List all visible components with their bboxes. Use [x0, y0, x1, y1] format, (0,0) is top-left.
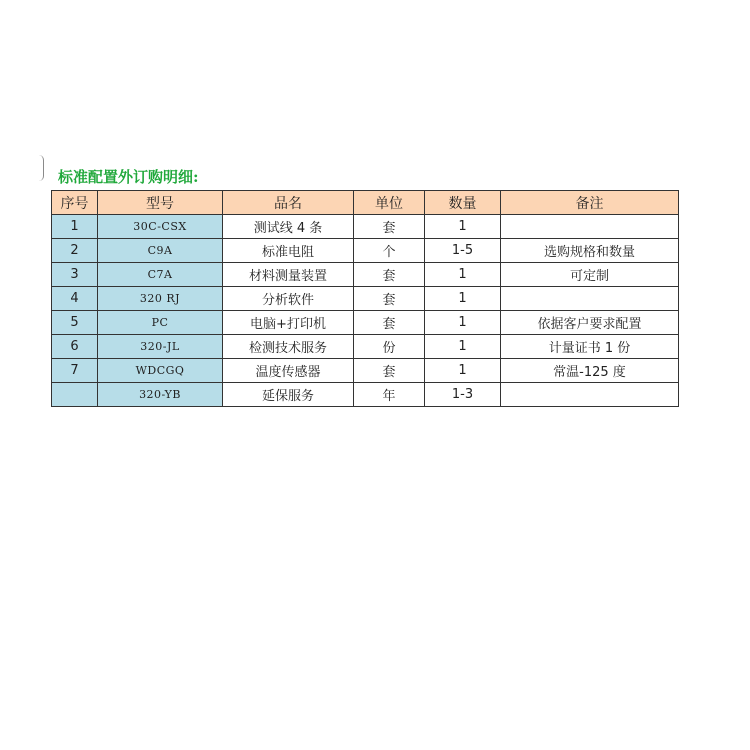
cell-note: [501, 287, 679, 311]
cell-qty: 1: [425, 215, 501, 239]
cell-note: 选购规格和数量: [501, 239, 679, 263]
cell-no: 6: [52, 335, 98, 359]
cell-qty: 1: [425, 263, 501, 287]
cell-model: 320-JL: [98, 335, 223, 359]
cell-unit: 份: [354, 335, 425, 359]
cell-unit: 套: [354, 311, 425, 335]
cell-note: 计量证书 1 份: [501, 335, 679, 359]
cell-model: WDCGQ: [98, 359, 223, 383]
table-row: [52, 383, 679, 407]
cell-name: 分析软件: [223, 287, 354, 311]
cell-qty: 1: [425, 359, 501, 383]
cell-no: 7: [52, 359, 98, 383]
table-row: [52, 311, 679, 335]
cell-name: 温度传感器: [223, 359, 354, 383]
cell-name: 材料测量装置: [223, 263, 354, 287]
cell-name: 延保服务: [223, 383, 354, 407]
table-row: [52, 215, 679, 239]
cell-note: 可定制: [501, 263, 679, 287]
bracket-mark: [39, 155, 44, 181]
header-qty: 数量: [425, 191, 501, 215]
cell-unit: 套: [354, 287, 425, 311]
cell-name: 测试线 4 条: [223, 215, 354, 239]
cell-no: 5: [52, 311, 98, 335]
header-note: 备注: [501, 191, 679, 215]
cell-note: 依据客户要求配置: [501, 311, 679, 335]
section-title: 标准配置外订购明细:: [58, 168, 199, 186]
table-row: [52, 239, 679, 263]
cell-note: 常温-125 度: [501, 359, 679, 383]
cell-qty: 1: [425, 335, 501, 359]
cell-note: [501, 383, 679, 407]
header-no: 序号: [52, 191, 98, 215]
cell-unit: 套: [354, 263, 425, 287]
cell-note: [501, 215, 679, 239]
table-row: [52, 359, 679, 383]
cell-no: 4: [52, 287, 98, 311]
cell-qty: 1-3: [425, 383, 501, 407]
table-row: [52, 335, 679, 359]
cell-no: [52, 383, 98, 407]
header-name: 品名: [223, 191, 354, 215]
cell-model: PC: [98, 311, 223, 335]
table-header-row: [52, 191, 679, 215]
cell-model: 320-YB: [98, 383, 223, 407]
cell-qty: 1-5: [425, 239, 501, 263]
cell-name: 电脑+打印机: [223, 311, 354, 335]
cell-unit: 套: [354, 215, 425, 239]
cell-name: 标准电阻: [223, 239, 354, 263]
cell-no: 2: [52, 239, 98, 263]
table-row: [52, 263, 679, 287]
cell-name: 检测技术服务: [223, 335, 354, 359]
cell-no: 1: [52, 215, 98, 239]
cell-no: 3: [52, 263, 98, 287]
header-model: 型号: [98, 191, 223, 215]
order-details-table: [51, 190, 679, 407]
cell-unit: 套: [354, 359, 425, 383]
cell-model: 320 RJ: [98, 287, 223, 311]
cell-model: C7A: [98, 263, 223, 287]
cell-qty: 1: [425, 287, 501, 311]
table-row: [52, 287, 679, 311]
cell-unit: 年: [354, 383, 425, 407]
cell-unit: 个: [354, 239, 425, 263]
cell-model: 30C-CSX: [98, 215, 223, 239]
cell-qty: 1: [425, 311, 501, 335]
cell-model: C9A: [98, 239, 223, 263]
header-unit: 单位: [354, 191, 425, 215]
